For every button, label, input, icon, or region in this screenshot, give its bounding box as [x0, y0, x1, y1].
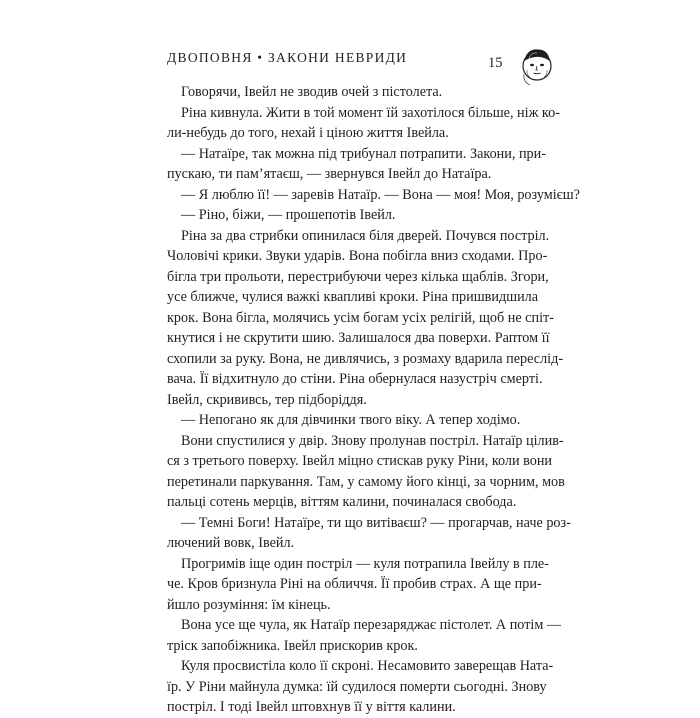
- text-line: перетинали паркування. Там, у самому його кінці, за чорним, мов: [167, 473, 565, 490]
- text-line: пускаю, ти пам’ятаєш, — звернувся Івейл до Натаїра.: [167, 166, 492, 182]
- text-line: бігла три прольоти, перестрибуючи через кілька щаблів. Згори,: [167, 268, 549, 285]
- text-line: вача. Її відхитнуло до стіни. Ріна обернулася назустріч смерті.: [167, 371, 543, 387]
- text-line: — Непогано як для дівчинки твого віку. А тепер ходімо.: [181, 412, 521, 428]
- text-line: Вона усе ще чула, як Натаїр перезаряджає пістолет. А потім —: [181, 617, 562, 633]
- text-line: їр. У Ріни майнула думка: їй судилося померти сьогодні. Знову: [167, 678, 547, 695]
- text-line: Говорячи, Івейл не зводив очей з пістолета.: [181, 84, 443, 100]
- text-line: йшло розуміння: їм кінець.: [167, 596, 331, 613]
- text-line: Ріна кивнула. Жити в той момент їй захотілося більше, ніж ко-: [181, 104, 560, 121]
- paragraph: [167, 410, 533, 431]
- text-line: пальці сотень мерців, віттям калини, починалася свобода.: [167, 494, 517, 510]
- text-line: — Темні Боги! Натаїре, ти що витіваєш? — прогарчав, наче роз-: [181, 514, 571, 531]
- page-number: 15: [488, 55, 503, 71]
- paragraph: [167, 144, 546, 185]
- text-line: постріл. І тоді Івейл штовхнув її у віття калини.: [167, 699, 456, 715]
- text-line: Вони спустилися у двір. Знову пролунав постріл. Натаїр цілив-: [181, 432, 564, 449]
- paragraph: [167, 554, 549, 616]
- paragraph: [167, 103, 560, 144]
- text-line: крок. Вона бігла, молячись усім богам усіх релігій, щоб не спіт-: [167, 309, 554, 326]
- paragraph: [167, 431, 565, 513]
- text-line: Прогримів іще один постріл — куля потрапила Івейлу в пле-: [181, 555, 549, 572]
- paragraph: [167, 205, 533, 226]
- text-line: Чоловічі крики. Звуки ударів. Вона побігла вниз сходами. Про-: [167, 248, 548, 264]
- text-line: — Ріно, біжи, — прошепотів Івейл.: [181, 207, 396, 223]
- paragraph: [167, 656, 554, 718]
- text-line: Куля просвистіла коло її скроні. Несамовито заверещав Ната-: [181, 658, 554, 674]
- running-head: ДВОПОВНЯ • ЗАКОНИ НЕВРИДИ: [167, 50, 408, 65]
- paragraph: [167, 615, 562, 656]
- text-line: лючений вовк, Івейл.: [167, 535, 295, 551]
- body-text: [167, 82, 580, 718]
- text-line: Ріна за два стрибки опинилася біля дверей. Почувся постріл.: [181, 227, 550, 244]
- text-line: — Я люблю її! — заревів Натаїр. — Вона — моя! Моя, розумієш?: [181, 186, 580, 203]
- paragraph: [167, 513, 571, 554]
- text-line: Івейл, скрививсь, тер підборіддя.: [167, 391, 367, 408]
- paragraph: [167, 226, 564, 411]
- paragraph: [167, 185, 580, 206]
- paragraph: [167, 82, 533, 103]
- text-line: кнутися і не скрутити шию. Залишалося два поверхи. Раптом її: [167, 330, 550, 346]
- text-line: — Натаїре, так можна під трибунал потрапити. Закони, при-: [181, 145, 546, 162]
- text-line: ли-небудь до того, нехай і ціною життя Івейла.: [167, 125, 449, 141]
- text-line: ся з третього поверху. Івейл міцно стискав руку Ріни, коли вони: [167, 453, 552, 469]
- text-line: усе ближче, чулися важкі квапливі кроки. Ріна пришвидшила: [167, 289, 539, 305]
- text-line: тріск запобіжника. Івейл прискорив крок.: [167, 637, 418, 654]
- text-line: че. Кров бризнула Ріні на обличчя. Її пробив страх. А ще при-: [167, 576, 542, 592]
- text-line: схопили за руку. Вона, не дивлячись, з розмаху вдарила переслід-: [167, 350, 564, 367]
